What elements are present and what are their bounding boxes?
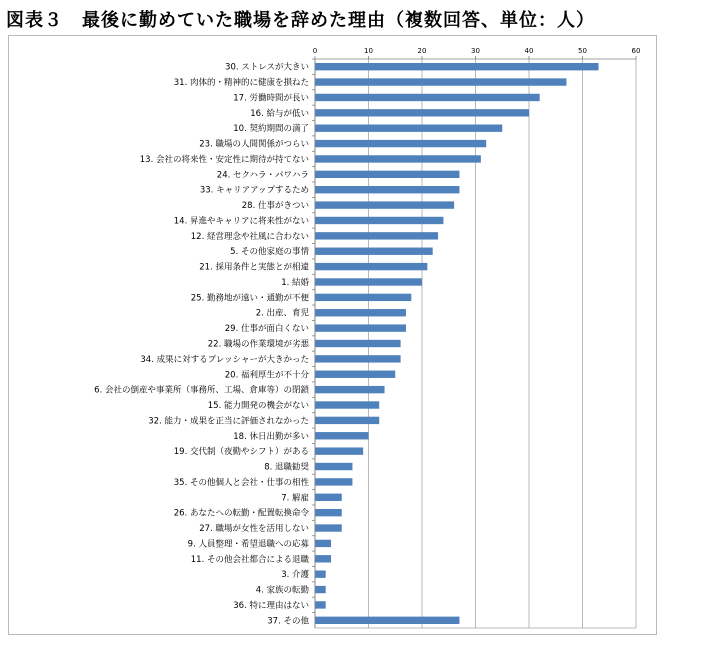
category-label: 15. 能力開発の機会がない (207, 401, 309, 412)
bar (315, 186, 459, 193)
category-label: 6. 会社の倒産や事業所（事務所、工場、倉庫等）の閉鎖 (94, 385, 309, 396)
category-label: 33. キャリアアップするため (199, 185, 309, 196)
bar (315, 463, 352, 470)
category-label: 24. セクハラ・パワハラ (216, 170, 309, 181)
bar (315, 324, 406, 331)
bar (315, 540, 331, 547)
category-label: 22. 職場の作業環境が劣悪 (207, 339, 309, 350)
bar (315, 294, 411, 301)
bar (315, 494, 342, 501)
x-tick-label: 0 (312, 47, 318, 55)
category-label: 20. 福利厚生が不十分 (224, 370, 309, 381)
category-label: 18. 休日出勤が多い (233, 431, 309, 442)
category-label: 32. 能力・成果を正当に評価されなかった (148, 416, 309, 427)
bar (315, 417, 379, 424)
bar (315, 401, 379, 408)
category-label: 37. その他 (267, 616, 309, 627)
bar (315, 94, 540, 101)
category-label: 16. 給与が低い (250, 108, 309, 119)
bar (315, 447, 363, 454)
category-label: 14. 昇進やキャリアに将来性がない (173, 216, 309, 227)
bar (315, 340, 401, 347)
bar (315, 217, 443, 224)
category-label: 1. 結婚 (281, 277, 309, 288)
bar (315, 109, 529, 116)
category-label: 23. 職場の人間関係がつらい (199, 139, 309, 150)
bar (315, 232, 438, 239)
bar (315, 371, 395, 378)
bar (315, 570, 326, 577)
category-label: 36. 特に理由はない (233, 600, 309, 611)
bar (315, 509, 342, 516)
category-label: 21. 採用条件と実態とが相違 (199, 262, 309, 273)
category-label: 5. その他家庭の事情 (230, 247, 309, 258)
bar (315, 278, 422, 285)
figure-title: 図表３ 最後に勤めていた職場を辞めた理由（複数回答、単位：人） (6, 10, 595, 31)
category-label: 7. 解雇 (281, 493, 309, 504)
category-label: 2. 出産、育児 (255, 308, 309, 319)
category-label: 34. 成果に対するプレッシャーが大きかった (140, 354, 309, 365)
x-tick-label: 40 (524, 47, 534, 55)
category-label: 4. 家族の転勤 (255, 585, 309, 596)
category-label: 3. 介護 (281, 570, 309, 581)
bar (315, 155, 481, 162)
bar (315, 355, 401, 362)
category-label: 8. 退職勧奨 (264, 462, 309, 473)
category-label: 35. その他個人と会社・仕事の相性 (173, 477, 309, 488)
category-label: 12. 経営理念や社風に合わない (190, 231, 309, 242)
category-label: 9. 人員整理・希望退職への応募 (187, 539, 309, 550)
bar (315, 478, 352, 485)
category-label: 26. あなたへの転勤・配置転換命令 (173, 508, 309, 519)
bar (315, 125, 502, 132)
bar (315, 201, 454, 208)
bar (315, 309, 406, 316)
category-label: 28. 仕事がきつい (241, 201, 309, 212)
bar (315, 386, 385, 393)
category-label: 17. 労働時間が長い (233, 93, 309, 104)
bar (315, 78, 566, 85)
bar (315, 555, 331, 562)
bar (315, 63, 599, 70)
bar (315, 432, 369, 439)
category-label: 10. 契約期間の満了 (233, 124, 309, 135)
category-label: 13. 会社の将来性・安定性に期待が持てない (139, 154, 309, 165)
category-label: 19. 交代制（夜勤やシフト）がある (173, 447, 309, 458)
bar (315, 263, 427, 270)
bar (315, 617, 459, 624)
category-label: 11. その他会社都合による退職 (190, 554, 309, 565)
x-tick-label: 60 (631, 47, 641, 55)
x-tick-label: 10 (364, 47, 373, 55)
category-label: 31. 肉体的・精神的に健康を損ねた (173, 78, 309, 89)
bar (315, 524, 342, 531)
bar (315, 171, 459, 178)
bar (315, 586, 326, 593)
category-label: 25. 勤務地が遠い・通勤が不便 (190, 293, 309, 304)
bar (315, 140, 486, 147)
bar (315, 601, 326, 608)
x-tick-label: 20 (417, 47, 427, 55)
x-tick-label: 50 (578, 47, 587, 55)
category-label: 27. 職場が女性を活用しない (199, 524, 309, 535)
bar (315, 248, 433, 255)
category-label: 30. ストレスが大きい (225, 62, 309, 73)
x-tick-label: 30 (471, 47, 480, 55)
category-label: 29. 仕事が面白くない (224, 324, 309, 335)
